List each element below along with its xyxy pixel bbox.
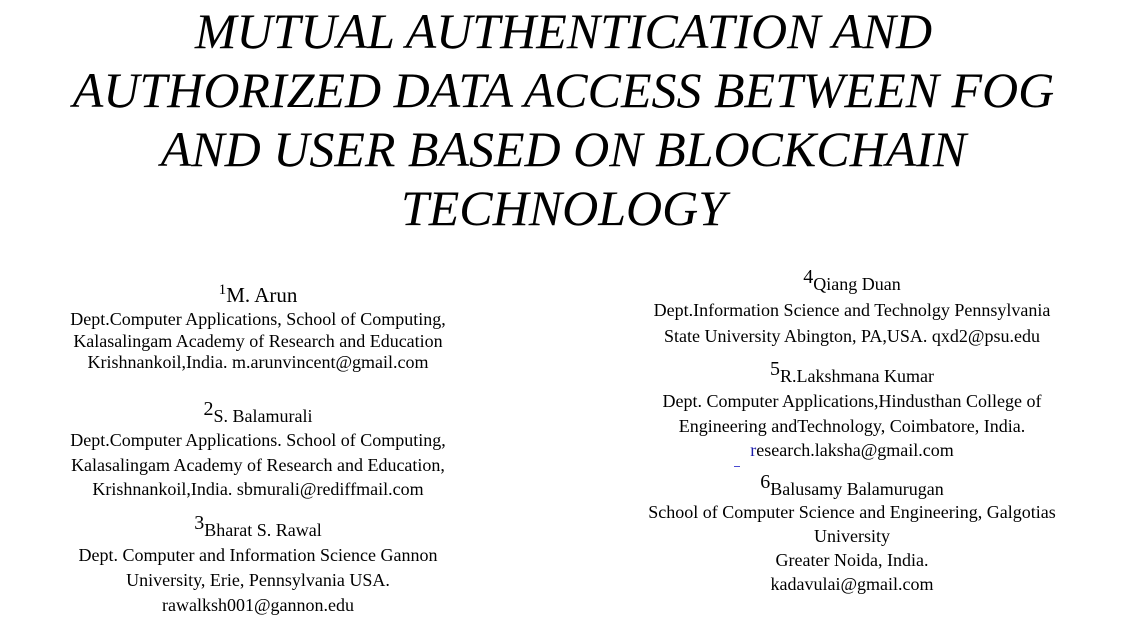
email-text: esearch.laksha@gmail.com	[756, 440, 954, 460]
author-name: $^2$S. Balamurali	[203, 398, 313, 426]
affiliation-line: Dept. Computer and Information Science Gannon	[78, 545, 438, 565]
affiliation-line: Dept.Information Science and Technolgy Pennsylvania	[653, 300, 1051, 320]
affiliation-line: Greater Noida, India.	[775, 550, 929, 570]
author-block-1	[38, 282, 478, 374]
affiliation-line: rawalksh001@gannon.edu	[161, 595, 355, 615]
stray-underline-mark	[734, 466, 740, 467]
title-line: AUTHORIZED DATA ACCESS BETWEEN FOG	[72, 62, 1055, 118]
author-number: 2	[203, 398, 214, 420]
affiliation-line: Dept.Computer Applications, School of Computing,	[70, 309, 446, 329]
author-number: 5	[770, 358, 781, 380]
author-name: $^5$R.Lakshmana Kumar	[770, 358, 934, 386]
affiliation-line: School of Computer Science and Engineering, Galgotias	[648, 502, 1056, 522]
author-number: 6	[760, 471, 771, 493]
author-block-5	[622, 358, 1082, 463]
author-block-4	[622, 266, 1082, 349]
author-name: $^4$Qiang Duan	[803, 266, 901, 294]
affiliation-line: Dept. Computer Applications,Hindusthan College of	[662, 391, 1042, 411]
affiliation-line: Engineering andTechnology, Coimbatore, India.	[678, 415, 1026, 436]
paper-title	[0, 2, 1127, 238]
author-number: 1	[218, 282, 227, 298]
author-email	[622, 438, 1082, 463]
author-number: 4	[803, 266, 814, 288]
affiliation-line: State University Abington, PA,USA. qxd2@psu.edu	[664, 326, 1040, 346]
affiliation-line: Krishnankoil,India. m.arunvincent@gmail.com	[87, 352, 429, 372]
title-line: MUTUAL AUTHENTICATION AND	[194, 3, 933, 59]
affiliation-line: Krishnankoil,India. sbmurali@rediffmail.com	[92, 479, 424, 499]
affiliation-line: University, Erie, Pennsylvania USA.	[126, 570, 390, 590]
affiliation-line: Kalasalingam Academy of Research and Education	[73, 330, 443, 351]
affiliation-line: Kalasalingam Academy of Research and Education,	[71, 454, 445, 475]
affiliation-line: Dept.Computer Applications. School of Computing,	[70, 430, 446, 450]
author-name: $^6$Balusamy Balamurugan	[760, 471, 944, 499]
author-number: 3	[194, 512, 205, 534]
author-name: $^3$Bharat S. Rawal	[194, 512, 322, 540]
author-name: $^1$M. Arun	[218, 282, 298, 307]
title-line: AND USER BASED ON BLOCKCHAIN	[160, 121, 967, 177]
title-line: TECHNOLOGY	[400, 180, 727, 236]
author-block-2	[38, 398, 478, 502]
affiliation-line: University	[814, 526, 890, 546]
author-block-3	[38, 512, 478, 618]
email-link-char: r	[750, 440, 757, 460]
author-email: kadavulai@gmail.com	[770, 574, 934, 594]
author-block-6	[622, 471, 1082, 596]
